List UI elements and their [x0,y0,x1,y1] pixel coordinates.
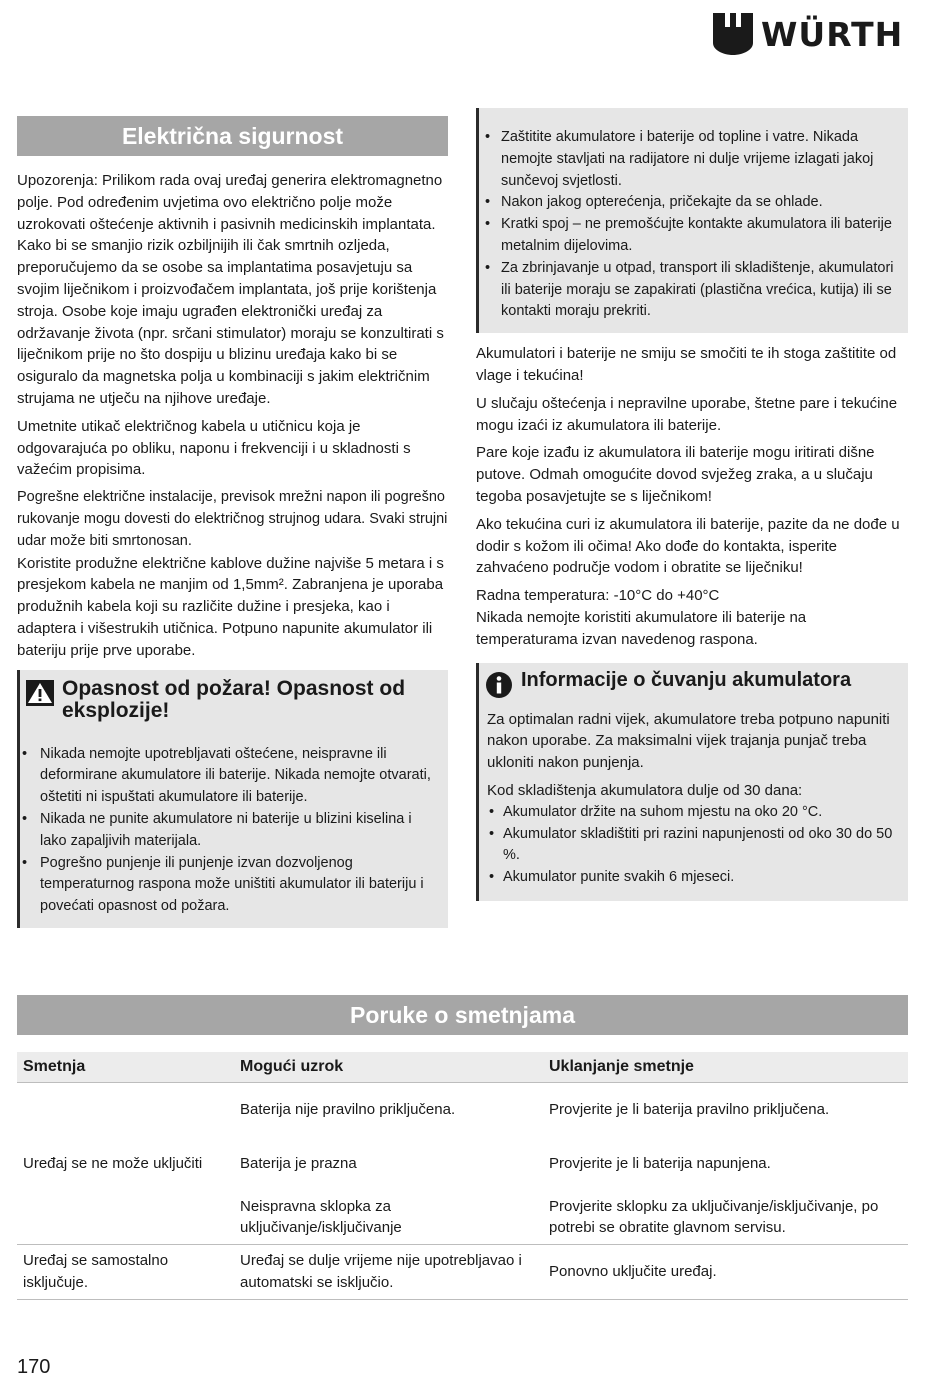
info-icon [485,671,513,699]
table-cell [17,1175,234,1245]
storage-info-body [485,709,900,889]
brand-name: WÜRTH [761,14,904,54]
list-item: • Akumulator punite svakih 6 mjeseci. [487,867,900,889]
paragraph: U slučaju oštećenja i nepravilne uporabe, štetne pare i tekućine mogu izaći iz akumulatora ili baterije. [476,394,898,434]
column-header-remedy: Uklanjanje smetnje [543,1052,908,1083]
wurth-logo-icon [713,13,753,55]
paragraph: Pogrešne električne instalacije, previsok mrežni napon ili pogrešno rukovanje mogu dovesti do električnog strujnog udara. Svaki strujni udar može biti smrtonosan. [17,489,448,549]
fire-warning-header [20,678,448,722]
paragraph: Umetnite utikač električnog kabela u utičnicu koja je odgovarajuća po obliku, naponu i frekvenciji i u skladnosti s važećim propisima. [17,417,411,479]
storage-info-header [485,669,900,699]
column-header-cause: Mogući uzrok [234,1052,543,1083]
table-cell: Uređaj se samostalno isključuje. [17,1245,234,1300]
table-cell: Provjerite sklopku za uključivanje/isključivanje, po potrebi se obratite glavnom servisu. [543,1175,908,1245]
storage-info-title: Informacije o čuvanju akumulatora [521,668,852,691]
operating-temperature: Radna temperatura: -10°C do +40°C [476,587,720,605]
list-item: • Nikada nemojte upotrebljavati oštećene, neispravne ili deformirane akumulatore ili baterije. Nikada nemojte otvarati, oštetiti ni ispuštati akumulatore ili baterije. [20,744,442,809]
fire-warning-box [17,670,448,928]
table-cell: Provjerite je li baterija napunjena. [549,1154,771,1172]
table-row [17,1083,908,1121]
left-column [17,116,448,928]
warning-triangle-icon [26,680,54,706]
paragraph: Upozorenja: Prilikom rada ovaj uređaj generira elektromagnetno polje. Pod određenim uvjetima ovo električno polje može uzrokovati oštećenje aktivnih i pasivnih medicinskih implantata. Kako bi se smanjio rizik ozbiljnijih ili čak smrtnih ozljeda, preporučujemo da se osobe sa implantatima posavjetuju sa svojim liječnikom i proizvođačem implantata, još prije korištenja stroja. Osobe koje imaju ugrađen elektronički uređaj za održavanje života (npr. srčani stimulator) moraju se konzultirati s liječnikom prije no što dospiju u blizinu uređaja kako bi se osiguralo da magnetska polja u kombinaciji s jakim električnim strujama ne utječu na njihove uređaje. [17,172,444,407]
table-row [17,1245,908,1300]
table-cell: Baterija nije pravilno priključena. [240,1101,456,1118]
battery-text [476,343,908,650]
table-header-row [17,1052,908,1083]
fire-warning-list [20,744,448,918]
right-column [476,108,908,901]
wurth-logo [713,12,913,56]
column-header-fault: Smetnja [17,1052,234,1083]
table-row [17,1121,908,1175]
paragraph: Kod skladištenja akumulatora dulje od 30 dana: [487,781,803,799]
list-item: • Nakon jakog opterećenja, pričekajte da se ohlade. [483,192,902,214]
troubleshooting-table [17,1052,908,1300]
paragraph: Akumulatori i baterije ne smiju se smočiti te ih stoga zaštitite od vlage i tekućina! [476,345,897,384]
list-item: • Nikada ne punite akumulatore ni baterije u blizini kiselina i lako zapaljivih materijala. [20,809,442,853]
fire-warning-title: Opasnost od požara! Opasnost od eksplozije! [62,676,406,722]
list-item: • Zaštitite akumulatore i baterije od topline i vatre. Nikada nemojte stavljati na radijatore ni dulje vrijeme izlagati jakoj sunčevoj svjetlosti. [483,127,902,192]
table-cell: Ponovno uključite uređaj. [543,1245,908,1300]
battery-safety-box [476,108,908,333]
list-item: • Akumulator držite na suhom mjestu na oko 20 °C. [487,802,900,824]
page-number: 170 [17,1356,51,1378]
table-cell: Uređaj se ne može uključiti [23,1154,203,1172]
table-cell: Provjerite je li baterija pravilno priključena. [549,1101,830,1118]
list-item: • Pogrešno punjenje ili punjenje izvan dozvoljenog temperaturnog raspona može uništiti akumulator ili bateriju i povećati opasnost od požara. [20,853,442,918]
table-cell: Neispravna sklopka za uključivanje/isključivanje [234,1175,543,1245]
paragraph: Ako tekućina curi iz akumulatora ili baterije, pazite da ne dođe u dodir s kožom ili očima! Ako dođe do kontakta, isperite zahvaćeno područje vodom i obratite se liječniku! [476,515,900,577]
paragraph: Koristite produžne električne kablove dužine najviše 5 metara i s presjekom kabela ne manjim od 1,5mm². Zabranjena je uporaba produžnih kabela koji su različite dužine i presjeka, kao i adaptera i višestrukih utičnica. Potpuno napunite akumulator ili bateriju prije prve uporabe. [17,554,444,659]
paragraph: Pare koje izađu iz akumulatora ili baterije mogu iritirati dišne putove. Odmah omogućite dovod svježeg zraka, a u slučaju tegoba posavjetujte se s liječnikom! [476,444,875,505]
section-title-troubleshooting: Poruke o smetnjama [17,995,908,1035]
section-title-electrical-safety: Električna sigurnost [17,116,448,156]
table-cell [17,1083,234,1121]
table-cell: Baterija je prazna [240,1154,357,1172]
list-item: • Za zbrinjavanje u otpad, transport ili skladištenje, akumulatori ili baterije moraju se zapakirati (plastična vrećica, kutija) ili se kontakti moraju prekriti. [483,258,902,323]
paragraph: Nikada nemojte koristiti akumulatore ili baterije na temperaturama izvan navedenog raspona. [476,608,807,648]
paragraph: Za optimalan radni vijek, akumulatore treba potpuno napuniti nakon uporabe. Za maksimalni vijek trajanja punjač treba ukloniti nakon punjenja. [487,710,890,772]
storage-info-box [476,663,908,901]
list-item: • Kratki spoj – ne premošćujte kontakte akumulatora ili baterije metalnim dijelovima. [483,214,902,258]
battery-safety-list [483,127,902,323]
electrical-safety-text [17,170,448,662]
list-item: • Akumulator skladištiti pri razini napunjenosti od oko 30 do 50 %. [487,824,900,868]
storage-info-list [487,802,900,889]
table-cell: Uređaj se dulje vrijeme nije upotrebljavao i automatski se isključio. [234,1245,543,1300]
table-row [17,1175,908,1245]
